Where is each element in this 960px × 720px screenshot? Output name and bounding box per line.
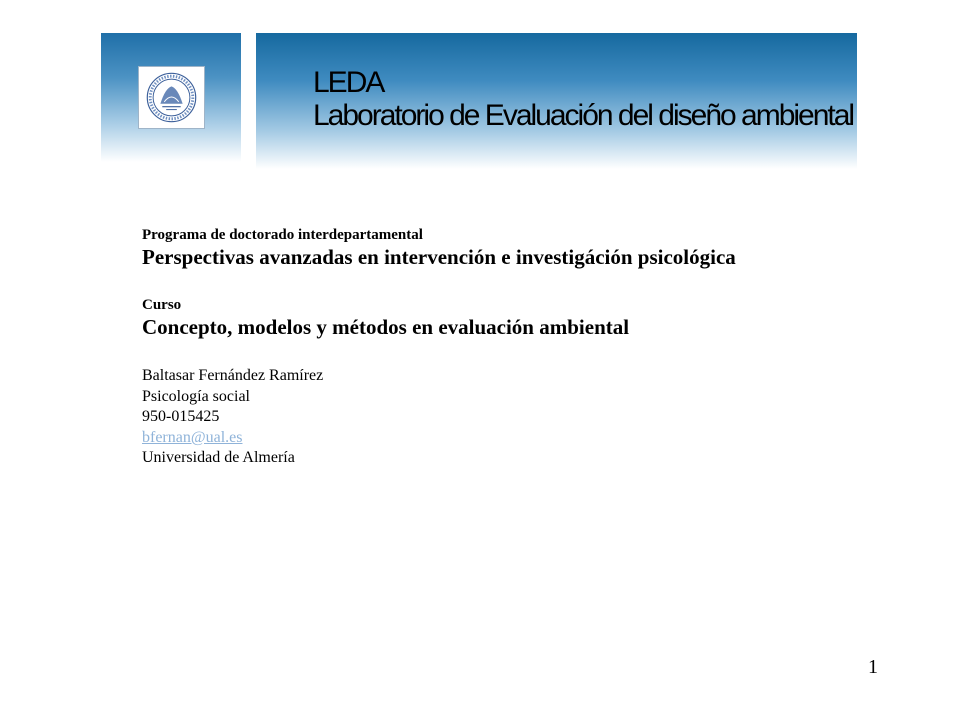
logo-panel	[101, 33, 241, 162]
author-name: Baltasar Fernández Ramírez	[142, 367, 324, 384]
lab-full-name: Laboratorio de Evaluación del diseño ambiental	[313, 99, 854, 132]
phone-number: 950-015425	[142, 408, 220, 425]
page-number: 1	[868, 656, 878, 678]
seal-emblem-icon	[139, 67, 204, 128]
lab-acronym: LEDA	[313, 66, 384, 99]
university-seal-logo	[138, 66, 205, 129]
program-title: Perspectivas avanzadas en intervención e investigáción psicológica	[142, 245, 736, 269]
course-title: Concepto, modelos y métodos en evaluación ambiental	[142, 315, 630, 339]
email-link[interactable]: bfernan@ual.es	[142, 428, 243, 446]
institution: Universidad de Almería	[142, 449, 295, 466]
course-label: Curso	[142, 297, 182, 313]
slide-content	[142, 226, 882, 469]
department: Psicología social	[142, 387, 250, 405]
title-banner	[256, 33, 857, 169]
program-label: Programa de doctorado interdepartamental	[142, 227, 423, 243]
